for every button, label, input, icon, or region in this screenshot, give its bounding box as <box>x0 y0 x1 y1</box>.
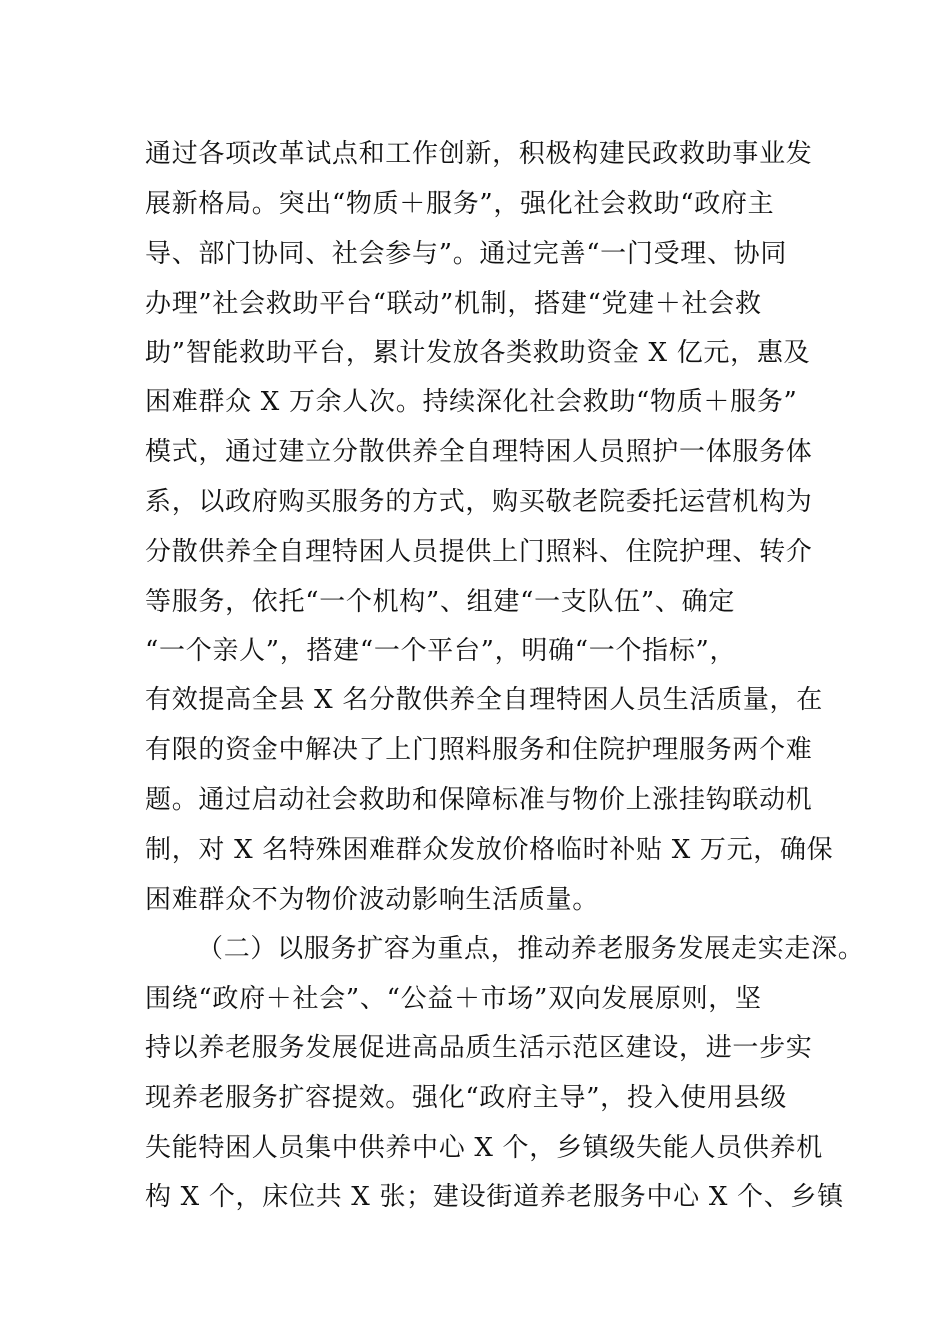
text-line: 系，以政府购买服务的方式，购买敬老院委托运营机构为 <box>145 487 813 517</box>
section-heading-line: （二）以服务扩容为重点，推动养老服务发展走实走深。 <box>197 934 865 964</box>
text-line: 现养老服务扩容提效。强化“政府主导”，投入使用县级 <box>145 1083 788 1113</box>
text-line: 展新格局。突出“物质＋服务”，强化社会救助“政府主 <box>145 189 775 219</box>
text-line: 办理”社会救助平台“联动”机制，搭建“党建＋社会救 <box>145 289 762 319</box>
text-line: 有效提高全县 X 名分散供养全自理特困人员生活质量，在 <box>145 685 823 715</box>
text-line: 持以养老服务发展促进高品质生活示范区建设，进一步实 <box>145 1033 813 1063</box>
text-line: 失能特困人员集中供养中心 X 个，乡镇级失能人员供养机 <box>145 1133 823 1163</box>
text-line: 构 X 个，床位共 X 张；建设街道养老服务中心 X 个、乡镇 <box>145 1182 844 1212</box>
text-line: “一个亲人”，搭建“一个平台”，明确“一个指标”， <box>145 636 737 666</box>
text-line: 困难群众 X 万余人次。持续深化社会救助“物质＋服务” <box>145 387 798 417</box>
text-line: 制，对 X 名特殊困难群众发放价格临时补贴 X 万元，确保 <box>145 835 834 865</box>
text-line: 模式，通过建立分散供养全自理特困人员照护一体服务体 <box>145 437 813 467</box>
text-line: 围绕“政府＋社会”、“公益＋市场”双向发展原则，坚 <box>145 984 762 1014</box>
text-line: 有限的资金中解决了上门照料服务和住院护理服务两个难 <box>145 735 813 765</box>
text-line: 通过各项改革试点和工作创新，积极构建民政救助事业发 <box>145 139 813 169</box>
text-line: 分散供养全自理特困人员提供上门照料、住院护理、转介 <box>145 537 813 567</box>
text-line: 困难群众不为物价波动影响生活质量。 <box>145 885 599 915</box>
text-line: 等服务，依托“一个机构”、组建“一支队伍”、确定 <box>145 587 735 617</box>
text-line: 助”智能救助平台，累计发放各类救助资金 X 亿元，惠及 <box>145 338 811 368</box>
text-line: 导、部门协同、社会参与”。通过完善“一门受理、协同 <box>145 239 788 269</box>
text-line: 题。通过启动社会救助和保障标准与物价上涨挂钩联动机 <box>145 785 813 815</box>
